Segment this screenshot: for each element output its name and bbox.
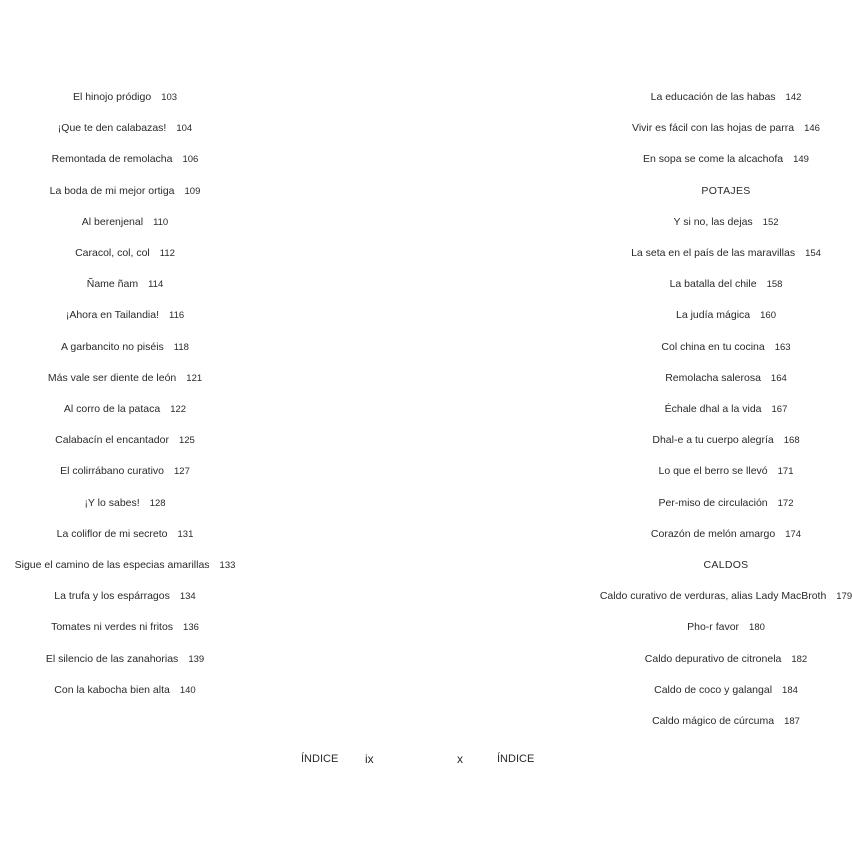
entry-title: Dhal-e a tu cuerpo alegría [652, 434, 774, 447]
index-entry [52, 152, 199, 167]
index-entry [73, 90, 177, 105]
entry-page-number: 146 [804, 123, 820, 135]
entry-page-number: 128 [149, 497, 166, 509]
right-page [425, 0, 852, 849]
index-entry [15, 558, 236, 573]
entry-title: La batalla del chile [669, 278, 757, 291]
left-page [0, 0, 424, 849]
entry-page-number: 134 [179, 591, 196, 603]
entry-title: Corazón de melón amargo [650, 527, 776, 540]
entry-page-number: 139 [188, 653, 205, 665]
entry-page-number: 172 [777, 497, 794, 509]
entry-page-number: 112 [159, 248, 175, 259]
entry-title: Al berenjenal [81, 215, 144, 228]
entry-page-number: 110 [153, 216, 169, 228]
index-entry [51, 620, 199, 635]
entry-page-number: 133 [219, 560, 236, 571]
index-entry [651, 90, 802, 105]
entry-page-number: 114 [148, 279, 164, 291]
entry-title: Vivir es fácil con las hojas de parra [632, 122, 795, 135]
index-entry [84, 496, 165, 511]
index-entry [673, 215, 778, 230]
entry-page-number: 116 [169, 310, 185, 322]
entry-page-number: 160 [760, 310, 776, 322]
index-entry [600, 589, 852, 604]
entry-title: ¡Ahora en Tailandia! [65, 309, 160, 322]
entry-page-number: 152 [762, 216, 779, 228]
index-entry [687, 620, 765, 635]
entry-page-number: 158 [766, 279, 783, 291]
section-heading: CALDOS [703, 559, 749, 571]
index-entry [87, 277, 164, 292]
entry-title: Sigue el camino de las especias amarillas [14, 559, 210, 571]
entry-title: Per-miso de circulación [658, 496, 768, 509]
entry-page-number: 136 [183, 622, 199, 634]
entry-page-number: 179 [836, 591, 852, 603]
index-entry [643, 152, 809, 167]
entry-page-number: 180 [749, 622, 765, 634]
index-entry [661, 340, 790, 355]
entry-page-number: 106 [182, 154, 199, 166]
entry-page-number: 122 [170, 404, 187, 415]
left-footer-label: ÍNDICE [301, 753, 339, 765]
entry-title: Al corro de la pataca [63, 403, 161, 415]
entry-page-number: 121 [186, 372, 203, 384]
entry-page-number: 182 [791, 653, 808, 665]
entry-title: Más vale ser diente de león [47, 371, 177, 384]
entry-page-number: 154 [805, 248, 821, 259]
entry-title: Y si no, las dejas [673, 215, 753, 228]
entry-title: La educación de las habas [650, 91, 776, 103]
entry-title: Échale dhal a la vida [664, 403, 762, 415]
index-entry [651, 527, 801, 542]
index-entry [50, 184, 201, 199]
index-entry [665, 371, 787, 386]
entry-title: Pho-r favor [687, 621, 740, 634]
index-entry [60, 464, 190, 479]
right-folio: x [457, 752, 463, 766]
index-entry [64, 402, 186, 417]
entry-page-number: 174 [785, 528, 802, 540]
entry-page-number: 103 [161, 92, 178, 103]
entry-page-number: 140 [179, 684, 196, 696]
index-entry [82, 215, 168, 230]
index-entry [46, 652, 204, 667]
index-entry [75, 246, 175, 261]
entry-page-number: 184 [782, 684, 798, 696]
entry-title: Tomates ni verdes ni fritos [51, 621, 174, 634]
entry-title: La boda de mi mejor ortiga [49, 184, 175, 197]
entry-page-number: 127 [174, 466, 190, 478]
entry-page-number: 104 [176, 123, 193, 135]
index-entry [66, 308, 184, 323]
entry-title: A garbancito no piséis [61, 340, 164, 353]
index-entry [54, 683, 195, 698]
index-entry [61, 340, 189, 355]
entry-title: Remontada de remolacha [51, 153, 173, 166]
entry-page-number: 168 [783, 435, 800, 447]
entry-page-number: 167 [771, 404, 788, 415]
right-footer-label: ÍNDICE [497, 753, 535, 765]
entry-title: El hinojo pródigo [72, 91, 152, 103]
entry-title: Remolacha salerosa [665, 371, 761, 384]
entry-title: La seta en el país de las maravillas [631, 247, 796, 259]
entry-page-number: 118 [173, 341, 189, 353]
entry-title: ¡Que te den calabazas! [57, 122, 167, 135]
index-entry [670, 277, 783, 292]
index-entry [659, 496, 794, 511]
entry-page-number: 142 [785, 92, 802, 103]
entry-title: ¡Y lo sabes! [84, 496, 140, 509]
index-entry [652, 433, 799, 448]
index-entry [48, 371, 202, 386]
index-entry [58, 121, 192, 136]
entry-page-number: 171 [777, 466, 794, 478]
entry-title: Caracol, col, col [75, 247, 150, 259]
entry-page-number: 109 [184, 185, 201, 197]
index-entry [654, 683, 798, 698]
entry-title: Caldo curativo de verduras, alias Lady MacBroth [599, 590, 827, 603]
entry-title: Col china en tu cocina [661, 340, 765, 353]
entry-page-number: 163 [774, 341, 791, 353]
entry-title: Caldo de coco y galangal [654, 683, 773, 696]
section-heading: POTAJES [701, 184, 751, 197]
index-entry [658, 464, 793, 479]
entry-page-number: 125 [178, 435, 195, 447]
entry-title: Caldo depurativo de citronela [644, 652, 782, 665]
index-entry [631, 246, 821, 261]
entry-title: Lo que el berro se llevó [658, 465, 768, 478]
entry-page-number: 131 [177, 528, 194, 540]
left-folio: ix [365, 752, 374, 766]
entry-title: En sopa se come la alcachofa [643, 153, 784, 166]
entry-page-number: 149 [793, 154, 809, 166]
entry-title: Caldo mágico de cúrcuma [652, 715, 775, 727]
entry-title: La coliflor de mi secreto [56, 527, 168, 540]
index-entry [665, 402, 788, 417]
entry-title: Con la kabocha bien alta [54, 683, 170, 696]
entry-title: Calabacín el encantador [55, 434, 169, 447]
entry-title: El colirrábano curativo [60, 465, 165, 478]
entry-page-number: 187 [784, 716, 800, 727]
index-entry [55, 433, 195, 448]
entry-title: La judía mágica [676, 309, 751, 322]
index-entry [54, 589, 195, 604]
entry-title: La trufa y los espárragos [54, 590, 170, 603]
entry-page-number: 164 [770, 372, 787, 384]
entry-title: El silencio de las zanahorias [45, 652, 179, 665]
index-entry [645, 652, 807, 667]
index-entry [676, 308, 776, 323]
index-entry [652, 714, 800, 729]
index-entry [632, 121, 820, 136]
index-entry [57, 527, 194, 542]
entry-title: Ñame ñam [86, 278, 139, 291]
